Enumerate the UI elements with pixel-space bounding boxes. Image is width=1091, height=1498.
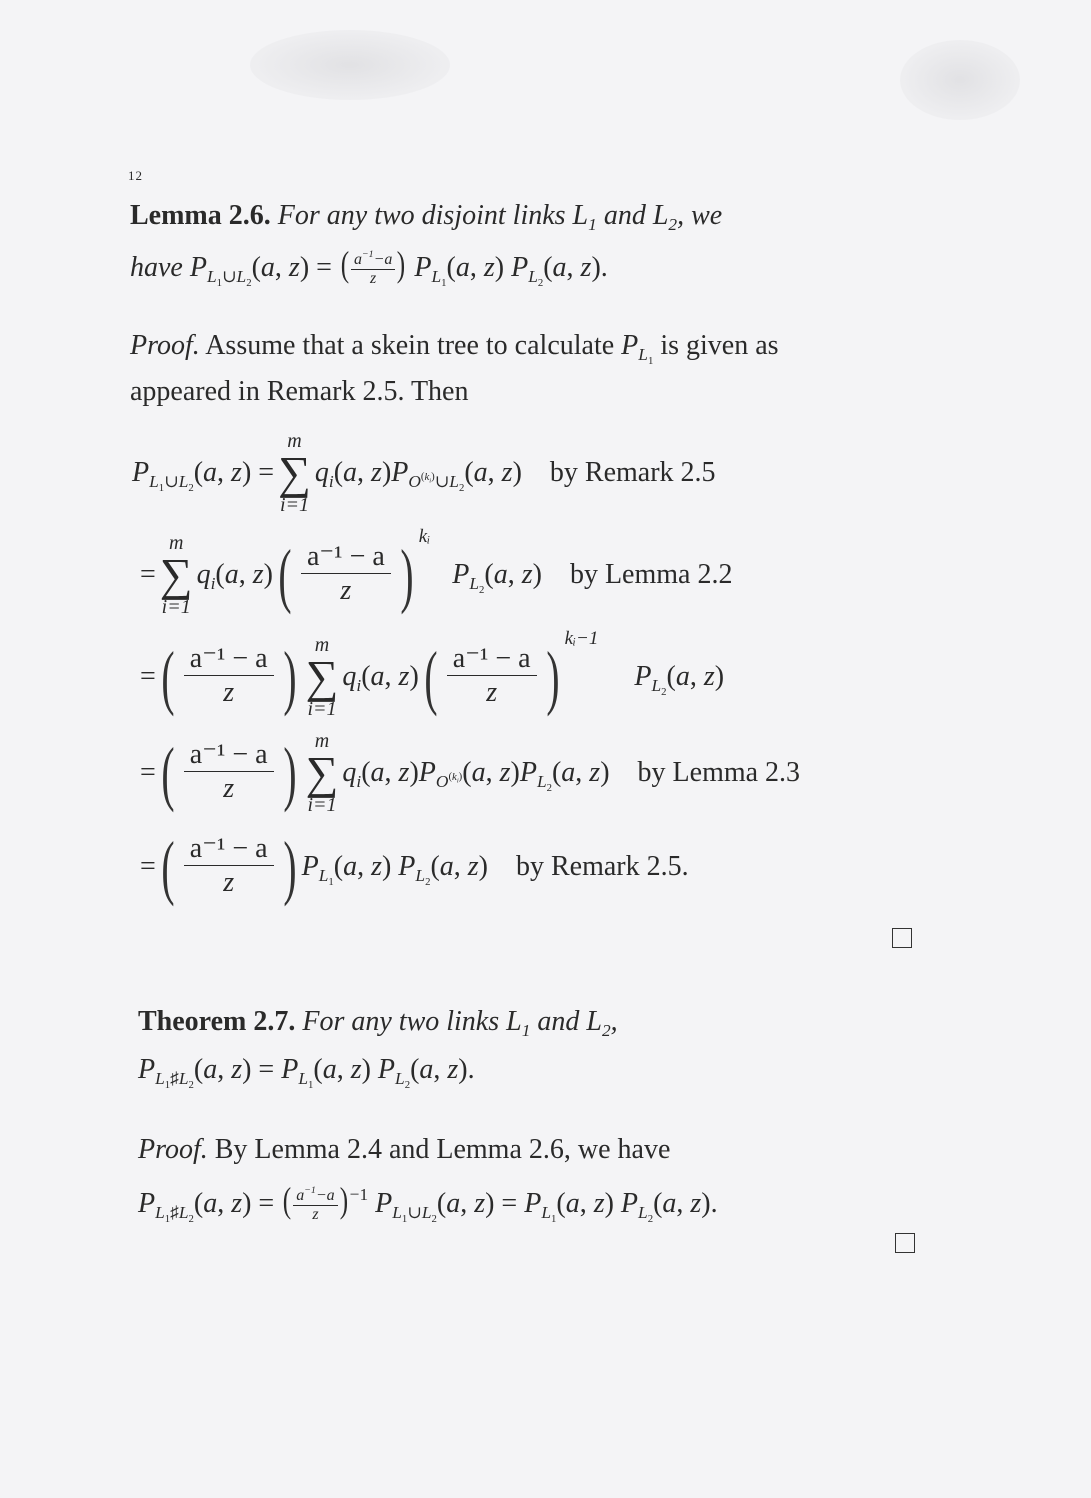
- theorem-statement: Theorem 2.7. For any two links $L_1$ and $L_2$,: [138, 1006, 618, 1041]
- scan-smudge: [250, 30, 450, 100]
- lemma-have: have: [130, 252, 183, 283]
- equation-2: = m ∑ i=1 $q_i(a$, z) ( $\frac{\text{a⁻¹ − a}}{z}$ ) kᵢ $P_{L_2}(a$, z) by Lemma 2.2: [140, 526, 733, 618]
- eq3-lhs: =: [140, 661, 156, 692]
- lemma-statement: [130, 192, 722, 240]
- theorem-heading: Theorem 2.7.: [138, 1006, 296, 1037]
- eq4-reason: by Lemma 2.3: [637, 757, 801, 788]
- eq2-lhs: =: [140, 559, 156, 590]
- summation: m ∑ i=1: [278, 430, 311, 516]
- equation-5: = ( $\frac{\text{a⁻¹ − a}}{z}$ ) $P_{L_1}(a$, z) $P_{L_2}(a$, z) by Remark 2.5.: [140, 827, 689, 907]
- lemma-heading: Lemma 2.6.: [130, 200, 271, 231]
- proof2-heading: Proof.: [138, 1134, 208, 1165]
- eq5-reason: by Remark 2.5.: [516, 851, 689, 882]
- eq5-lhs: =: [140, 851, 156, 882]
- eq4-lhs: =: [140, 757, 156, 788]
- equation-4: = ( $\frac{\text{a⁻¹ − a}}{z}$ ) m ∑ i=1 $q_i(a$, $z)P_{O^{(k_i)}}(a$, $z)P_{L_2}(a$, z) by Lemma 2.3: [140, 730, 801, 816]
- proof1-line2: appeared in Remark 2.5. Then: [130, 376, 469, 407]
- eq2-reason: by Lemma 2.2: [569, 559, 733, 590]
- summation: m ∑ i=1: [305, 634, 339, 720]
- scan-smudge: [900, 40, 1020, 120]
- lemma-line2: have $P_{L_1\cup L_2}(a$, z) = ( $\frac{a^{-1}-a}{z}$ ) $P_{L_1}(a$, z) $P_{L_2}(a$, z).: [130, 244, 608, 289]
- qed-box: [895, 1233, 915, 1253]
- eq1-lhs: $P_{L_1\cup L_2}(a$, z) =: [132, 457, 275, 494]
- proof2-line1: Proof. By Lemma 2.4 and Lemma 2.6, we have: [138, 1134, 671, 1165]
- summation: m ∑ i=1: [159, 532, 193, 618]
- proof1-heading: Proof.: [130, 330, 200, 361]
- equation-3: = ( $\frac{\text{a⁻¹ − a}}{z}$ ) m ∑ i=1 $q_i(a$, z) ( $\frac{\text{a⁻¹ − a}}{z}$ ) kᵢ−1 $P_{L_2}(a$, z): [140, 628, 725, 720]
- lemma-line1: For any two disjoint links $L_1$ and $L_2$, we: [277, 200, 723, 235]
- summation: m ∑ i=1: [305, 730, 339, 816]
- proof1-line1: Proof. Assume that a skein tree to calculate $P_{L_1}$ is given as: [130, 330, 779, 367]
- qed-box: [892, 928, 912, 948]
- theorem-line2: $P_{L_1♯L_2}(a$, $z) = P_{L_1}(a$, z) $P_{L_2}(a$, z).: [138, 1054, 475, 1091]
- page-number: 12: [128, 168, 143, 183]
- equation-1: $P_{L_1\cup L_2}(a$, z) = m ∑ i=1 $q_i(a$, $z)P_{O^{(k_i)}\cup L_2}(a$, z) by Remark 2.5: [132, 430, 716, 516]
- proof2-line2: $P_{L_1♯L_2}(a$, z) = ( $\frac{a^{-1}-a}{z}$ ) $^{-1}$ $P_{L_1\cup L_2}(a$, $z) = P_{L_1}(a$, z) $P_{L_2}(a$, z).: [138, 1180, 718, 1225]
- eq1-reason: by Remark 2.5: [549, 457, 716, 488]
